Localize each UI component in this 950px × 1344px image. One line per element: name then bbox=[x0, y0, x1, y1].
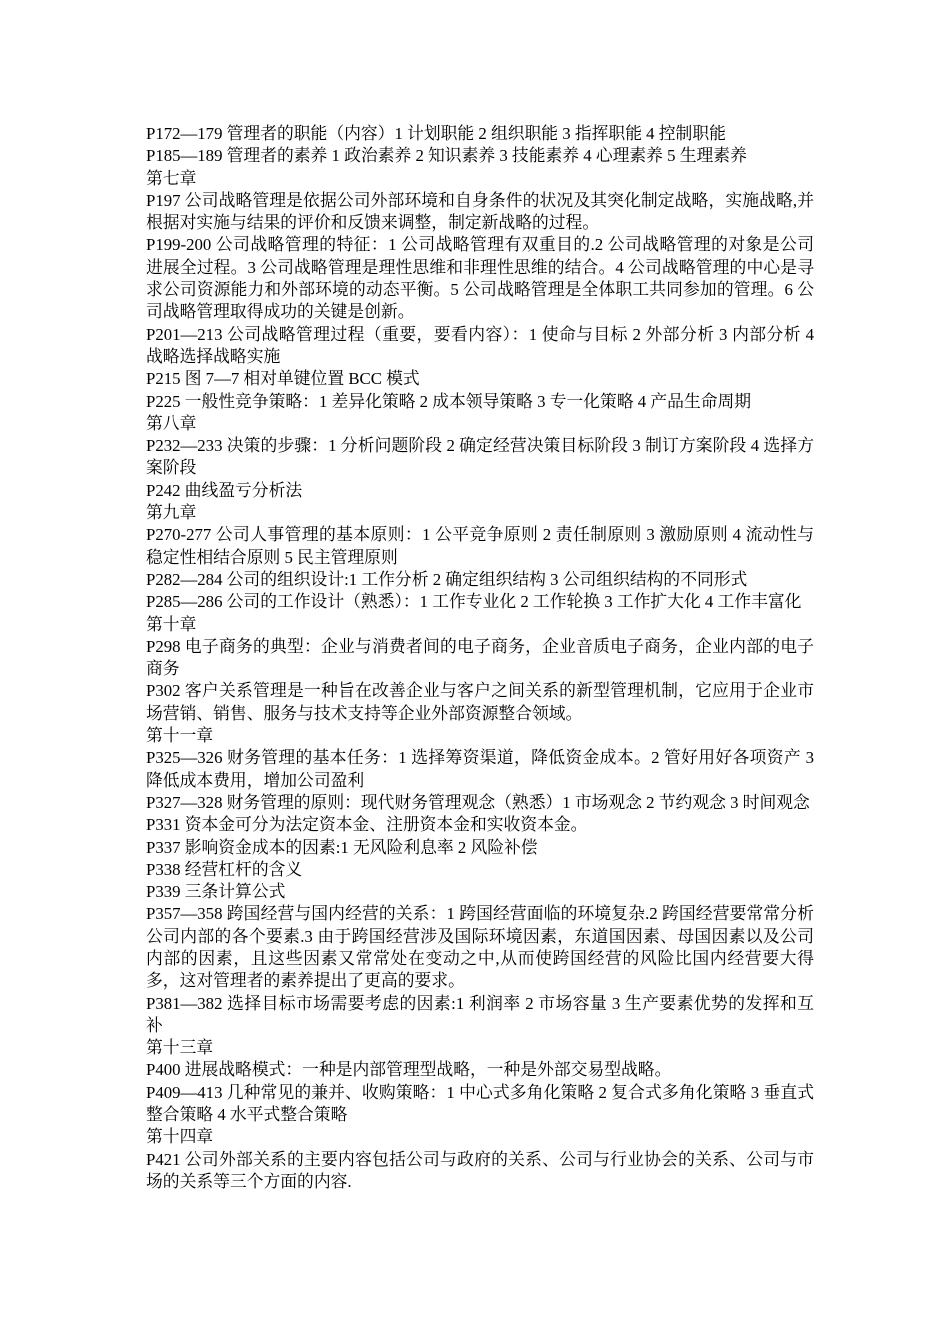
document-page bbox=[146, 123, 814, 1193]
paragraph: P409—413 几种常见的兼并、收购策略：1 中心式多角化策略 2 复合式多角化策略 3 垂直式整合策略 4 水平式整合策略 bbox=[146, 1082, 814, 1125]
paragraph: P285—286 公司的工作设计（熟悉）：1 工作专业化 2 工作轮换 3 工作扩大化 4 工作丰富化 bbox=[146, 592, 802, 612]
paragraph: P199-200 公司战略管理的特征：1 公司战略管理有双重目的.2 公司战略管理的对象是公司进展全过程。3 公司战略管理是理性思维和非理性思维的结合。4 公司战略管理的中心是寻求公司资源能力和外部环境的动态平衡。5 公司战略管理是全体职工共同参加的管理。6 公司战略管理取得成功的关键是创新。 bbox=[146, 235, 814, 322]
paragraph: P270-277 公司人事管理的基本原则：1 公平竞争原则 2 责任制原则 3 激励原则 4 流动性与稳定性相结合原则 5 民主管理原则 bbox=[146, 525, 814, 567]
chapter-heading: 第十三章 bbox=[146, 1038, 214, 1058]
paragraph: P201—213 公司战略管理过程（重要，要看内容）：1 使命与目标 2 外部分析 3 内部分析 4 战略选择战略实施 bbox=[146, 324, 814, 366]
chapter-heading: 第十章 bbox=[146, 614, 197, 634]
paragraph: P197 公司战略管理是依据公司外部环境和自身条件的状况及其突化制定战略，实施战略,并根据对实施与结果的评价和反馈来调整，制定新战略的过程。 bbox=[146, 190, 814, 233]
paragraph: P298 电子商务的典型：企业与消费者间的电子商务，企业音质电子商务，企业内部的电子商务 bbox=[146, 636, 814, 679]
paragraph: P338 经营杠杆的含义 bbox=[146, 859, 303, 879]
paragraph: P381—382 选择目标市场需要考虑的因素:1 利润率 2 市场容量 3 生产要素优势的发挥和互补 bbox=[146, 993, 814, 1035]
paragraph: P302 客户关系管理是一种旨在改善企业与客户之间关系的新型管理机制，它应用于企业市场营销、销售、服务与技术支持等企业外部资源整合领域。 bbox=[146, 681, 814, 723]
paragraph: P339 三条计算公式 bbox=[146, 882, 286, 902]
paragraph: P225 一般性竞争策略：1 差异化策略 2 成本领导策略 3 专一化策略 4 产品生命周期 bbox=[146, 391, 752, 411]
chapter-heading: 第十一章 bbox=[146, 726, 214, 746]
paragraph: P215 图 7—7 相对单键位置 BCC 模式 bbox=[146, 369, 420, 389]
paragraph: P421 公司外部关系的主要内容包括公司与政府的关系、公司与行业协会的关系、公司与市场的关系等三个方面的内容. bbox=[146, 1149, 814, 1191]
paragraph: P400 进展战略模式：一种是内部管理型战略，一种是外部交易型战略。 bbox=[146, 1060, 672, 1080]
chapter-heading: 第十四章 bbox=[146, 1127, 214, 1147]
paragraph: P242 曲线盈亏分析法 bbox=[146, 480, 303, 500]
paragraph: P327—328 财务管理的原则：现代财务管理观念（熟悉）1 市场观念 2 节约观念 3 时间观念 bbox=[146, 792, 810, 812]
chapter-heading: 第九章 bbox=[146, 503, 197, 523]
paragraph: P337 影响资金成本的因素:1 无风险利息率 2 风险补偿 bbox=[146, 837, 538, 857]
paragraph: P325—326 财务管理的基本任务：1 选择筹资渠道，降低资金成本。2 管好用好各项资产 3 降低成本费用，增加公司盈利 bbox=[146, 748, 814, 790]
paragraph: P282—284 公司的组织设计:1 工作分析 2 确定组织结构 3 公司组织结构的不同形式 bbox=[146, 569, 748, 589]
chapter-heading: 第七章 bbox=[146, 168, 197, 188]
paragraph: P185—189 管理者的素养 1 政治素养 2 知识素养 3 技能素养 4 心理素养 5 生理素养 bbox=[146, 146, 747, 166]
paragraph: P357—358 跨国经营与国内经营的关系：1 跨国经营面临的环境复杂.2 跨国经营要常常分析公司内部的各个要素.3 由于跨国经营涉及国际环境因素，东道国因素、母国因素以及公司内部的因素，且这些因素又常常处在变动之中,从而使跨国经营的风险比国内经营要大得多，这对管理者的素养提出了更高的要求。 bbox=[146, 904, 814, 991]
chapter-heading: 第八章 bbox=[146, 413, 197, 433]
paragraph: P232—233 决策的步骤：1 分析问题阶段 2 确定经营决策目标阶段 3 制订方案阶段 4 选择方案阶段 bbox=[146, 436, 814, 478]
paragraph: P331 资本金可分为法定资本金、注册资本金和实收资本金。 bbox=[146, 815, 588, 835]
paragraph: P172—179 管理者的职能（内容）1 计划职能 2 组织职能 3 指挥职能 4 控制职能 bbox=[146, 124, 726, 143]
